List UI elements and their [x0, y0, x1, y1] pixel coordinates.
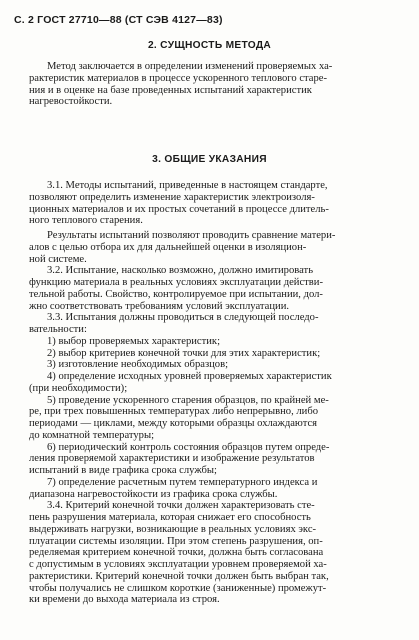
list-item: 1) выбор проверяемых характеристик;	[47, 335, 221, 347]
text-line: функцию материала в реальных условиях эксплуатации действи-	[29, 277, 323, 288]
text-line: Результаты испытаний позволяют проводить сравнение матери-	[47, 230, 336, 241]
list-item-cont: до комнатной температуры;	[29, 429, 155, 441]
text-line: тельной работы. Свойство, контролируемое при испытании, дол-	[29, 288, 323, 300]
text-line: вательности:	[29, 324, 87, 335]
list-item: 2) выбор критериев конечной точки для этих характеристик;	[47, 347, 321, 359]
text-line: ного теплового старения.	[29, 215, 143, 227]
section-3-title: 3. ОБЩИЕ УКАЗАНИЯ	[152, 154, 267, 165]
text-line: выдерживать нагрузки, возникающие в реальных условиях экс-	[29, 523, 317, 535]
list-item: 6) периодический контроль состояния образцов путем опреде-	[47, 441, 330, 453]
text-line: 3.4. Критерий конечной точки должен характеризовать сте-	[47, 500, 315, 512]
text-line: рактеристик материалов в процессе ускоренного теплового старе-	[29, 72, 328, 84]
text-line: ния и в оценке на базе проведенных испытаний характеристик	[29, 84, 312, 96]
section-2-body	[29, 61, 399, 108]
paragraph-3-4	[29, 500, 399, 606]
text-line: жно соответствовать требованиям условий эксплуатации.	[29, 300, 290, 312]
text-line: ки времени до выхода материала из строя.	[29, 594, 220, 606]
section-2-title: 2. СУЩНОСТЬ МЕТОДА	[147, 40, 272, 51]
list-item-cont: периодами — циклами, между которыми образцы охлаждаются	[29, 418, 318, 429]
text-line: ционных материалов и их простых сочетаний в процессе длитель-	[29, 203, 329, 215]
text-line: чтобы получались не слишком короткие (заниженные) промежут-	[29, 582, 327, 594]
list-item-cont: диапазона нагревостойкости из графика срока службы.	[29, 488, 278, 500]
text-line: плуатации системы изоляции. При этом степень разрушения, оп-	[29, 535, 323, 547]
text-line: позволяют определить изменение характеристик электроизоля-	[29, 191, 315, 203]
text-line: с допустимым в условиях эксплуатации уровнем проверяемой ха-	[29, 559, 327, 570]
list-item-cont: испытаний в виде графика срока службы;	[29, 465, 217, 476]
list-item-cont: ления проверяемой характеристики и изображение результатов	[29, 453, 315, 465]
text-line: Метод заключается в определении изменений проверяемых ха-	[47, 61, 333, 72]
sequence-list	[29, 336, 399, 501]
text-line: 3.1. Методы испытаний, приведенные в настоящем стандарте,	[47, 180, 328, 191]
text-line: алов с целью отбора их для дальнейшей оценки в изоляцион-	[29, 241, 307, 253]
list-item: 5) проведение ускоренного старения образцов, по крайней ме-	[47, 394, 329, 406]
text-line: 3.2. Испытание, насколько возможно, должно имитировать	[47, 265, 314, 277]
text-line: ной системе.	[29, 253, 87, 265]
list-item: 7) определение расчетным путем температурного индекса и	[47, 476, 318, 488]
list-item: 3) изготовление необходимых образцов;	[47, 359, 229, 371]
text-line: 3.3. Испытания должны проводиться в следующей последо-	[47, 312, 319, 324]
text-line: ределяемая критерием конечной точки, должна быть согласована	[29, 547, 324, 559]
section-3-body	[29, 180, 399, 606]
text-line: пень разрушения материала, которая снижает его способность	[29, 512, 311, 523]
list-item-cont: ре, при трех повышенных температурах либо непрерывно, либо	[29, 406, 319, 418]
page-header: С. 2 ГОСТ 27710—88 (СТ СЭВ 4127—83)	[14, 14, 223, 26]
text-line: рактеристики. Критерий конечной точки должен быть выбран так,	[29, 570, 329, 582]
paragraph-3-3	[29, 312, 399, 336]
list-item: 4) определение исходных уровней проверяемых характеристик	[47, 371, 332, 382]
paragraph-3-1-results	[29, 230, 399, 265]
paragraph-3-2	[29, 265, 399, 312]
text-line: нагревостойкости.	[29, 96, 113, 108]
list-item-cont: (при необходимости);	[29, 382, 128, 394]
paragraph-3-1	[29, 180, 399, 227]
